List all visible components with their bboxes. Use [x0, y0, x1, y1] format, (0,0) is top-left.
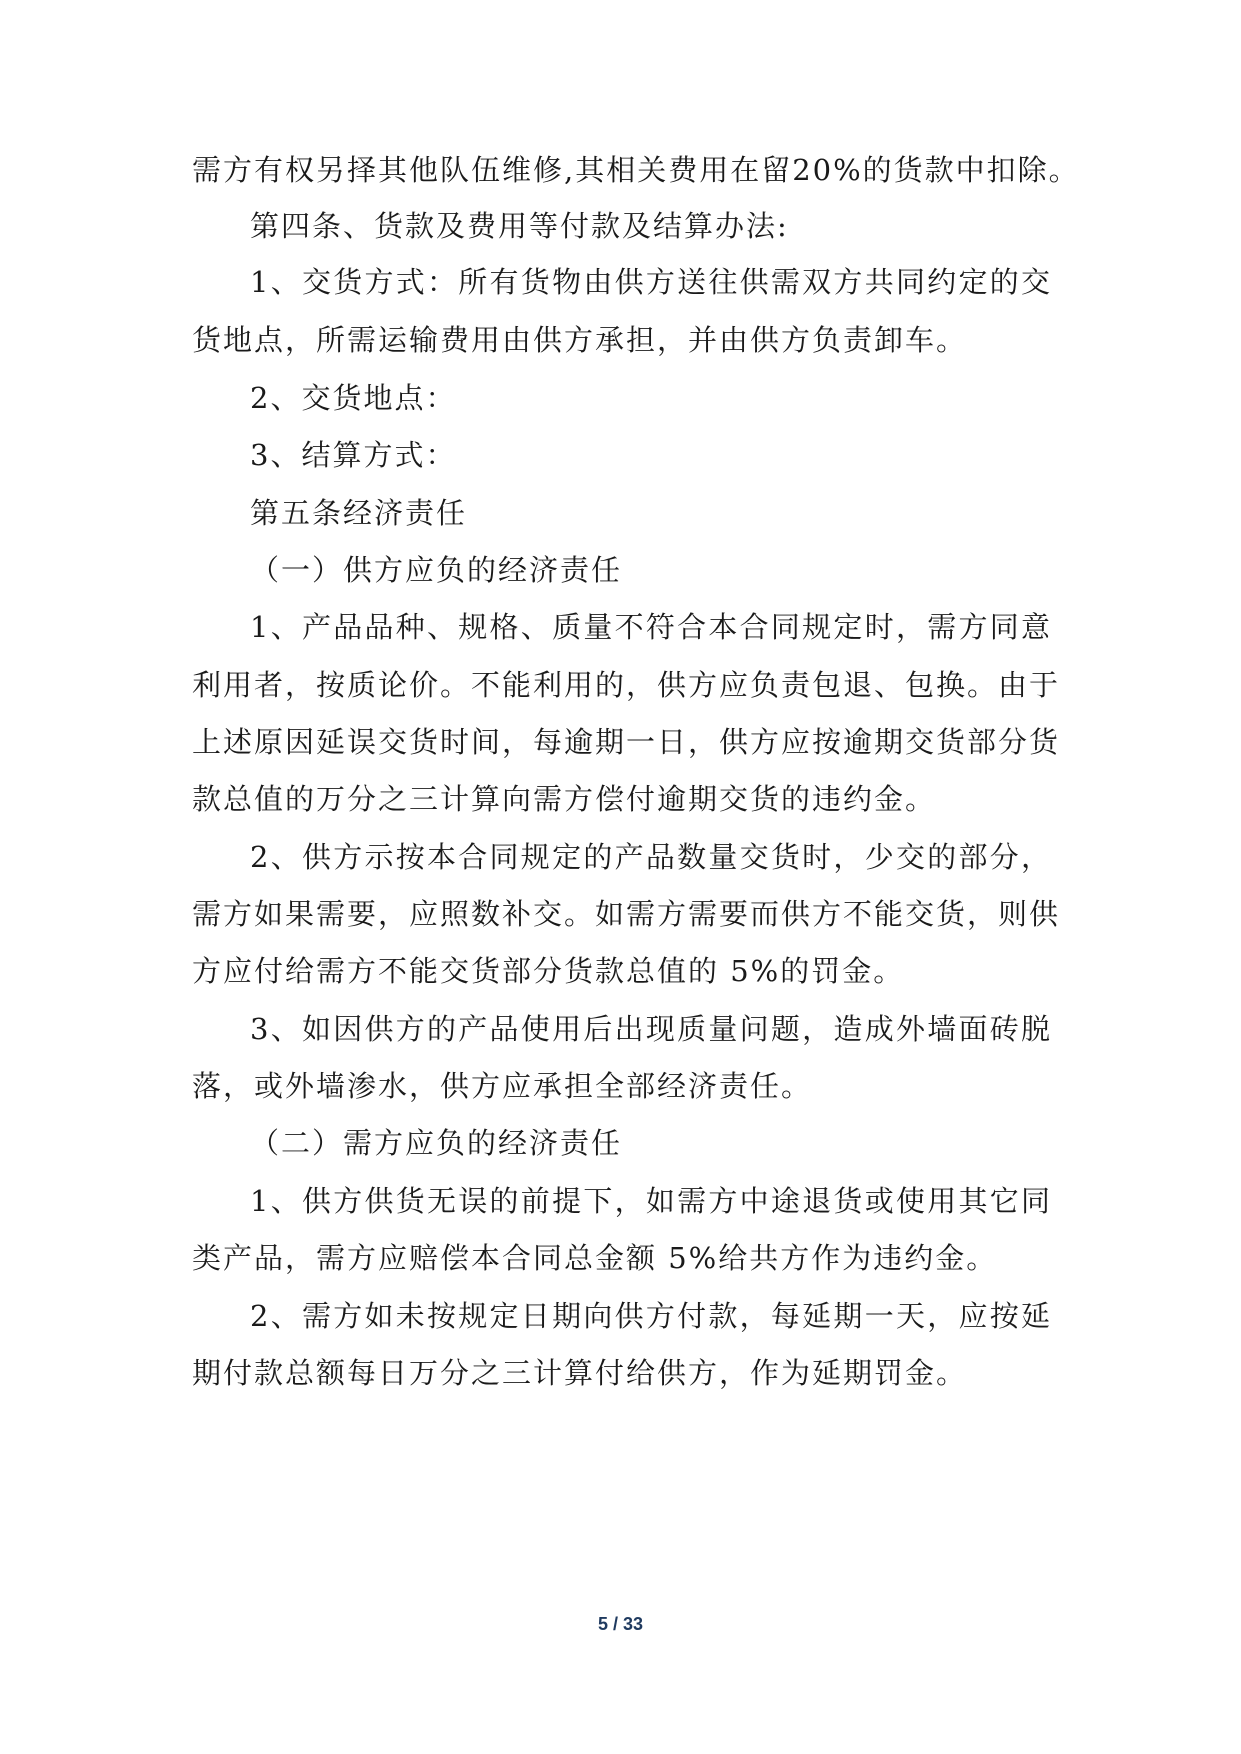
text-line: 类产品，需方应赔偿本合同总金额 5%给共方作为违约金。 — [192, 1241, 998, 1275]
text-line: 3、如因供方的产品使用后出现质量问题，造成外墙面砖脱 — [250, 1012, 1052, 1046]
text-line: 2、需方如未按规定日期向供方付款，每延期一天，应按延 — [250, 1299, 1052, 1333]
text-line: 1、交货方式：所有货物由供方送往供需双方共同约定的交 — [250, 265, 1052, 299]
text-line: 需方如果需要，应照数补交。如需方需要而供方不能交货，则供 — [192, 897, 1061, 931]
subsection-heading: （一）供方应负的经济责任 — [250, 553, 623, 587]
text-line: 货地点，所需运输费用由供方承担，并由供方负责卸车。 — [192, 323, 968, 357]
text-line: 期付款总额每日万分之三计算付给供方，作为延期罚金。 — [192, 1356, 968, 1390]
subsection-heading: （二）需方应负的经济责任 — [250, 1126, 623, 1160]
text-line: 3、结算方式： — [250, 438, 457, 472]
page-number: 5 / 33 — [597, 1614, 644, 1634]
text-line: 上述原因延误交货时间，每逾期一日，供方应按逾期交货部分货 — [192, 725, 1061, 759]
text-line: 需方有权另择其他队伍维修,其相关费用在留20%的货款中扣除。 — [192, 153, 1080, 187]
text-line: 1、产品品种、规格、质量不符合本合同规定时，需方同意 — [250, 610, 1052, 644]
text-line: 利用者，按质论价。不能利用的，供方应负责包退、包换。由于 — [192, 668, 1061, 702]
text-line: 2、供方示按本合同规定的产品数量交货时，少交的部分， — [250, 840, 1052, 874]
section-heading: 第四条、货款及费用等付款及结算办法: — [250, 209, 789, 243]
text-line: 2、交货地点： — [250, 381, 457, 415]
section-heading: 第五条经济责任 — [250, 496, 468, 530]
text-line: 方应付给需方不能交货部分货款总值的 5%的罚金。 — [192, 954, 905, 988]
text-line: 款总值的万分之三计算向需方偿付逾期交货的违约金。 — [192, 782, 937, 816]
text-line: 1、供方供货无误的前提下，如需方中途退货或使用其它同 — [250, 1184, 1052, 1218]
text-line: 落，或外墙渗水，供方应承担全部经济责任。 — [192, 1069, 813, 1103]
